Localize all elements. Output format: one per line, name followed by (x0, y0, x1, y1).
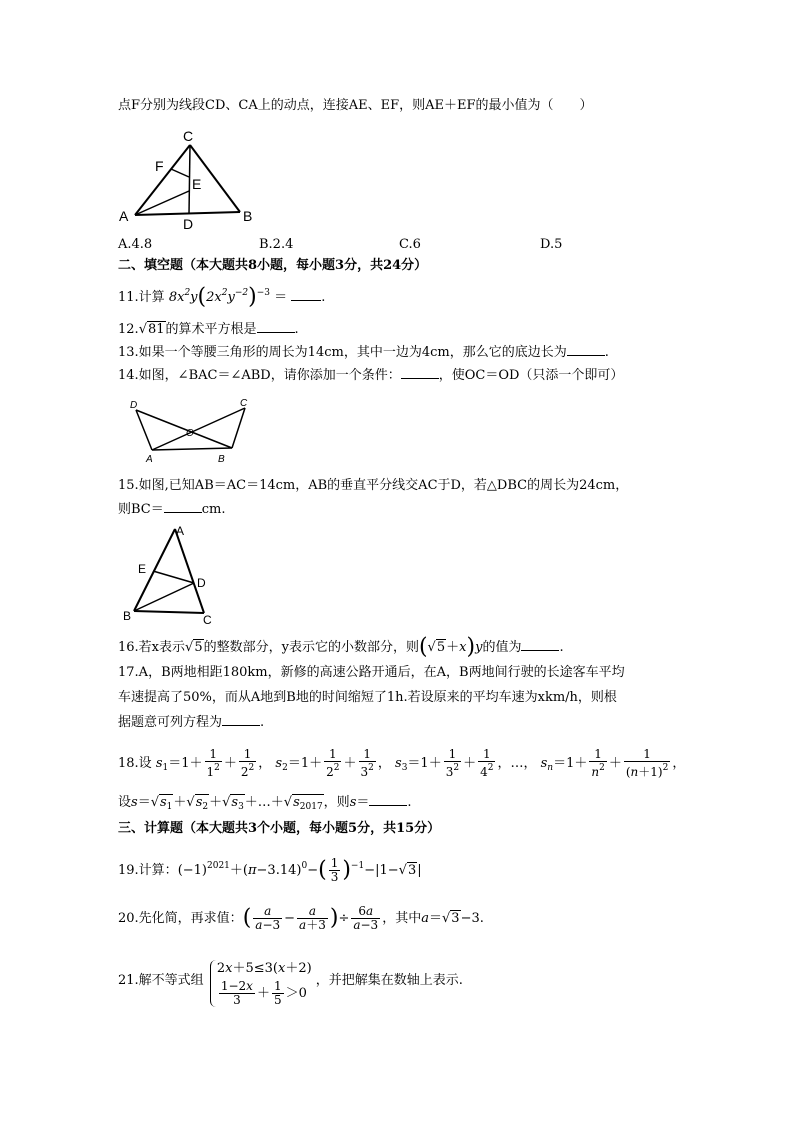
label-b: B (243, 208, 253, 224)
q10-option-a: A.4.8 (118, 237, 153, 252)
q15-line2: 则BC＝ cm. (118, 502, 226, 517)
q17-line3: 据题意可列方程为 . (118, 715, 265, 730)
svg-text:E: E (138, 562, 147, 576)
q15-figure (120, 521, 215, 626)
q10-option-c: C.6 (399, 237, 421, 252)
q16: 16.若x表示√5的整数部分，y表示它的小数部分，则(√5＋x)y的值为 . (118, 634, 564, 660)
section-2-heading: 二、填空题（本大题共8小题，每小题3分，共24分） (118, 258, 428, 273)
q10-figure (115, 125, 265, 230)
svg-text:D: D (197, 576, 206, 590)
q11: 11.计算 $8x^2y(2x^2y^{-2})^{-3}$ ＝ . (118, 284, 326, 310)
svg-text:C: C (240, 398, 248, 409)
label-c: C (183, 128, 194, 144)
label-d: D (183, 216, 194, 230)
q15-line1: 15.如图,已知AB＝AC＝14cm，AB的垂直平分线交AC于D，若△DBC的周长为24cm， (118, 478, 629, 493)
svg-text:A: A (146, 454, 153, 464)
q17-line1: 17.A，B两地相距180km，新修的高速公路开通后，在A，B两地间行驶的长途客车平均 (118, 665, 625, 680)
q17-line2: 车速提高了50%，而从A地到B地的时间缩短了1h.若设原来的平均车速为xkm/h，则根 (118, 690, 617, 705)
q10-option-b: B.2.4 (259, 237, 294, 252)
q14: 14.如图，∠BAC＝∠ABD，请你添加一个条件： ，使OC＝OD（只添一个即可） (118, 368, 624, 383)
q12: 12.√81的算术平方根是 . (118, 322, 299, 337)
section-3-heading: 三、计算题（本大题共3个小题，每小题5分，共15分） (118, 821, 441, 836)
svg-text:B: B (218, 454, 225, 464)
label-e: E (192, 176, 202, 192)
q14-figure (122, 396, 262, 464)
svg-text:A: A (176, 524, 185, 538)
label-a: A (119, 208, 129, 224)
svg-text:D: D (130, 400, 138, 411)
svg-text:O: O (186, 428, 194, 439)
q10-option-d: D.5 (540, 237, 563, 252)
q20: 20.先化简，再求值：( $\frac{a}{a-3}$ − $\frac{a}{a+3}$ )÷ $\frac{6a}{a-3}$ ，其中a＝√3−3. (118, 904, 484, 932)
label-f: F (155, 158, 164, 174)
q13: 13.如果一个等腰三角形的周长为14cm，其中一边为4cm，那么它的底边长为 . (118, 345, 609, 360)
q19: 19.计算：$(-1)^{2021}+(\pi-3.14)^0-$( $\frac{1}{3}$ )$^{-1}$−|1−√3| (118, 856, 422, 884)
q10-text: 点F分别为线段CD、CA上的动点，连接AE、EF，则AE＋EF的最小值为（ ） (118, 98, 593, 113)
q18-line2: 设$s=√s_1+√s_2+√s_3+\dots+√s_{2017}$，则s＝ . (118, 795, 412, 812)
q18-line1: 18.设 $s_1=1+$ $\frac{1}{1^2}$ ＋ $\frac{1}{2^2}$ ， $s_2=1+$ $\frac{1}{2^2}$ ＋ $\frac{1}{3^2}$ ， $s_3=1+$ $\frac{1}{3^2}$ ＋ $\frac{1}{4^2}$ ，…， $s_n=1+$ $\frac{1}{n^2}$ ＋ $\frac{1}{(n+1)^2}$ ， (118, 747, 686, 779)
svg-text:B: B (123, 609, 132, 623)
svg-text:C: C (203, 613, 212, 626)
q21: 21.解不等式组 2x＋5≤3(x＋2) $\frac{1-2x}{3}$ ＋ $\frac{1}{5}$ ＞0 ，并把解集在数轴上表示. (118, 961, 463, 1007)
